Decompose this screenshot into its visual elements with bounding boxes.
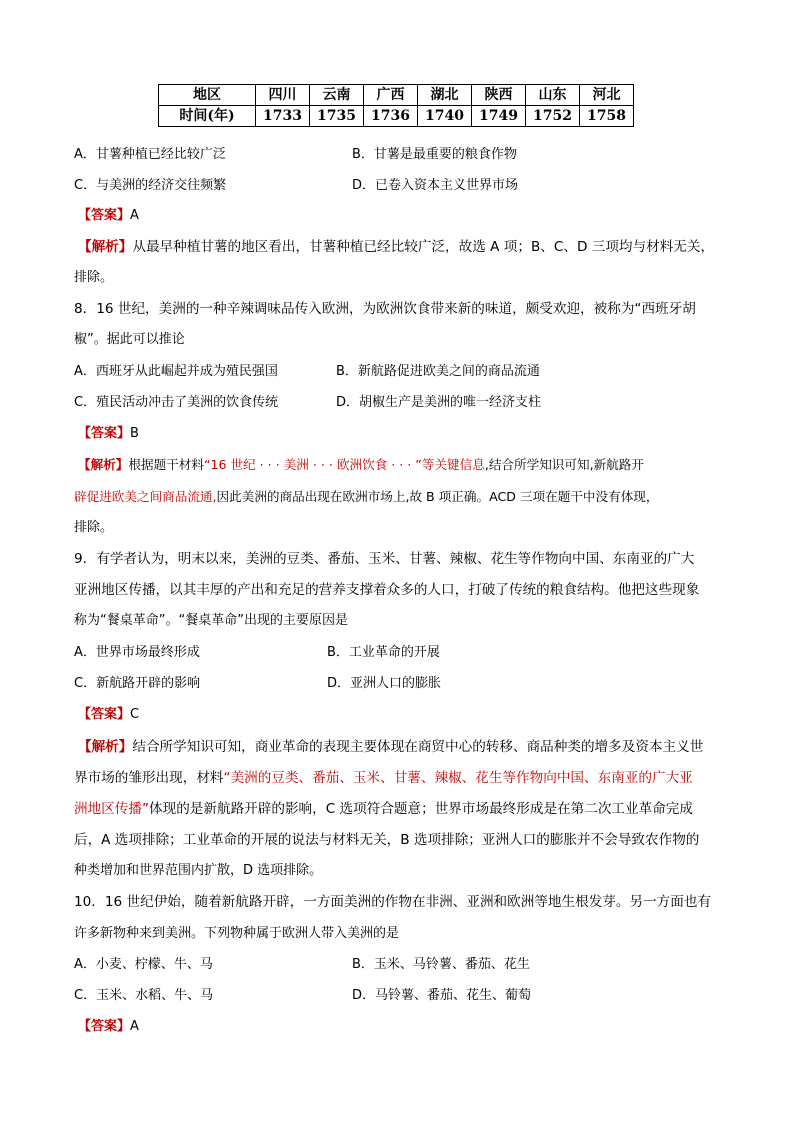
q9-option-d: D．亚洲人口的膨胀 [327,676,442,691]
table-cell: 广西 [364,85,418,106]
q8-answer [78,426,139,442]
table-cell: 1740 [418,106,472,127]
q9-option-b: B．工业革命的开展 [327,645,440,660]
q9-analysis-line-1 [78,739,703,755]
table-cell: 1758 [580,106,634,127]
table-cell: 山东 [526,85,580,106]
answer-value: C [130,707,140,722]
analysis-quote: “16 世纪 · · · 美洲 · · · 欧洲饮食 · · · ” [203,457,422,472]
q10-stem-line-1: 10．16 世纪伊始，随着新航路开辟，一方面美洲的作物在非洲、亚洲和欧洲等地生根发芽。另一方面也有 [74,894,712,910]
analysis-tag: 【解析】 [78,739,133,755]
q8-analysis-line-1 [78,457,644,473]
q9-option-c: C．新航路开辟的影响 [74,676,201,691]
q8-analysis-line-2 [74,489,659,505]
analysis-tag: 【解析】 [78,239,133,255]
table-cell: 湖北 [418,85,472,106]
q10-answer [78,1019,139,1035]
q8-option-b: B．新航路促进欧美之间的商品流通 [336,364,540,379]
q9-stem-line-2: 亚洲地区传播，以其丰厚的产出和充足的营养支撑着众多的人口，打破了传统的粮食结构。他把这些现象 [74,582,700,598]
q7-option-a: A．甘薯种植已经比较广泛 [74,147,226,162]
analysis-text: 体现的是新航路开辟的影响，C 选项符合题意；世界市场最终形成是在第二次工业革命完成 [149,801,693,817]
answer-value: B [130,426,139,441]
q7-analysis-line-2: 排除。 [74,270,114,285]
table-cell: 1736 [364,106,418,127]
table-cell: 1733 [256,106,310,127]
analysis-highlight: 等关键信息 [421,457,485,472]
q7-option-c: C．与美洲的经济交往频繁 [74,178,227,193]
analysis-quote: “美洲的豆类、番茄、玉米、甘薯、辣椒、花生等作物向中国、东南亚的广大亚 [223,770,693,786]
answer-tag: 【答案】 [78,1019,131,1034]
table-cell: 陕西 [472,85,526,106]
analysis-tag: 【解析】 [78,457,129,472]
q9-analysis-line-3 [74,801,693,817]
q10-option-b: B．玉米、马铃薯、番茄、花生 [352,957,530,972]
q8-option-d: D．胡椒生产是美洲的唯一经济支柱 [336,395,542,410]
table-cell: 1752 [526,106,580,127]
table-cell: 1749 [472,106,526,127]
answer-tag: 【答案】 [78,426,131,441]
table-cell: 1735 [310,106,364,127]
table-cell: 地区 [159,85,256,106]
q7-answer [78,208,139,224]
analysis-highlight: 辟促进欧美之间商品流通, [74,489,217,504]
q9-stem-line-3: 称为“餐桌革命”。“餐桌革命”出现的主要原因是 [74,613,348,628]
table-cell: 时间(年) [159,106,256,127]
q8-stem-line-2: 椒”。据此可以推论 [74,332,185,347]
q9-analysis-line-5: 种类增加和世界范围内扩散，D 选项排除。 [74,863,323,878]
table-cell: 云南 [310,85,364,106]
table-cell: 四川 [256,85,310,106]
table-cell: 河北 [580,85,634,106]
analysis-text: 因此美洲的商品出现在欧洲市场上,故 B 项正确。ACD 三项在题干中没有体现， [216,489,659,504]
answer-value: A [130,1019,139,1034]
table-row [159,106,634,127]
analysis-text: 界市场的雏形出现，材料 [74,770,224,786]
q9-option-a: A．世界市场最终形成 [74,645,200,660]
q7-option-d: D．已卷入资本主义世界市场 [352,178,519,193]
answer-value: A [130,208,139,223]
answer-tag: 【答案】 [78,707,131,722]
q8-option-c: C．殖民活动冲击了美洲的饮食传统 [74,395,279,410]
q8-stem-line-1: 8．16 世纪，美洲的一种辛辣调味品传入欧洲，为欧洲饮食带来新的味道，颇受欢迎，被称为“西班牙胡 [74,301,696,317]
analysis-text: ,结合所学知识可知,新航路开 [484,457,644,472]
analysis-text: 根据题干材料 [128,457,204,472]
q9-analysis-line-4: 后，A 选项排除；工业革命的开展的说法与材料无关，B 选项排除；亚洲人口的膨胀并不会导致农作物的 [74,832,700,848]
q8-analysis-line-3: 排除。 [74,520,114,535]
q8-option-a: A．西班牙从此崛起并成为殖民强国 [74,364,278,379]
answer-tag: 【答案】 [78,208,131,223]
table-row [159,85,634,106]
q10-option-a: A．小麦、柠檬、牛、马 [74,957,213,972]
analysis-quote: 洲地区传播” [74,801,150,817]
analysis-text: 从最早种植甘薯的地区看出，甘薯种植已经比较广泛，故选 A 项；B、C、D 三项均与材料无关， [132,239,715,255]
q9-answer [78,707,139,723]
q10-stem-line-2: 许多新物种来到美洲。下列物种属于欧洲人带入美洲的是 [74,926,400,941]
q9-stem-line-1: 9．有学者认为，明末以来，美洲的豆类、番茄、玉米、甘薯、辣椒、花生等作物向中国、东南亚的广大 [74,551,695,567]
q7-analysis-line-1 [78,239,714,255]
q10-option-d: D．马铃薯、番茄、花生、葡萄 [352,988,532,1003]
q7-option-b: B．甘薯是最重要的粮食作物 [352,147,517,162]
planting-year-table [158,84,634,127]
q10-option-c: C．玉米、水稻、牛、马 [74,988,214,1003]
q9-analysis-line-2 [74,770,693,786]
analysis-text: 结合所学知识可知，商业革命的表现主要体现在商贸中心的转移、商品种类的增多及资本主义世 [132,739,704,755]
